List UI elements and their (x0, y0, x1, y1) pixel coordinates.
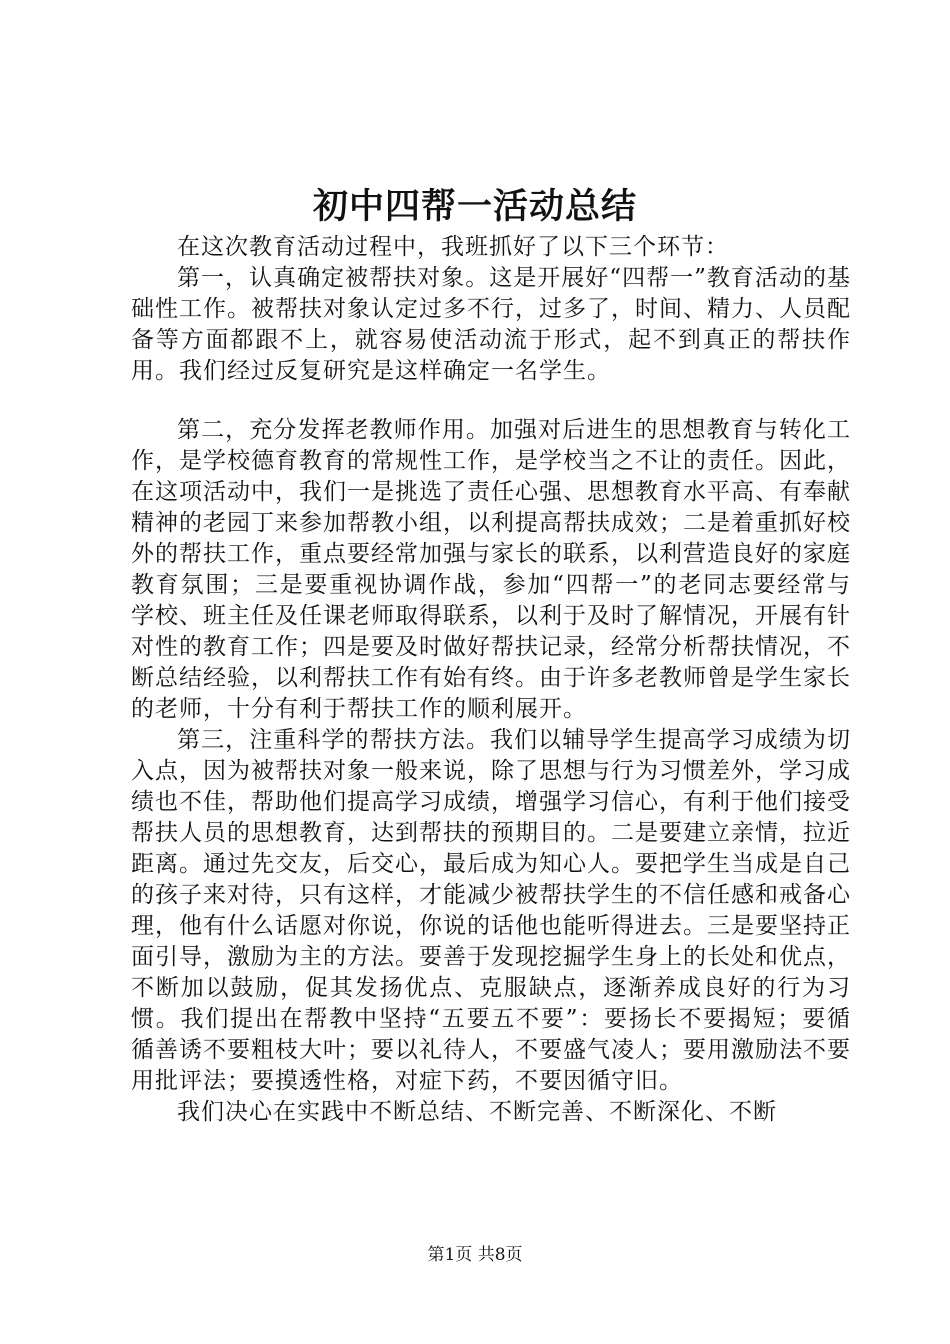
paragraph-third: 第三，注重科学的帮扶方法。我们以辅导学生提高学习成绩为切入点，因为被帮扶对象一般来说，除了思想与行为习惯差外，学习成绩也不佳，帮助他们提高学习成绩，增强学习信心，有利于他们接受帮扶人员的思想教育，达到帮扶的预期目的。二是要建立亲情，拉近距离。通过先交友，后交心，最后成为知心人。要把学生当成是自己的孩子来对待，只有这样，才能减少被帮扶学生的不信任感和戒备心理，他有什么话愿对你说，你说的话他也能听得进去。三是要坚持正面引导，激励为主的方法。要善于发现挖掘学生身上的长处和优点，不断加以鼓励，促其发扬优点、克服缺点，逐渐养成良好的行为习惯。我们提出在帮教中坚持“五要五不要”：要扬长不要揭短；要循循善诱不要粗枝大叶；要以礼待人，不要盛气凌人；要用激励法不要用批评法；要摸透性格，对症下药，不要因循守旧。 (131, 727, 851, 1094)
paragraph-first: 第一，认真确定被帮扶对象。这是开展好“四帮一”教育活动的基础性工作。被帮扶对象认定过多不行，过多了，时间、精力、人员配备等方面都跟不上，就容易使活动流于形式，起不到真正的帮扶作用。我们经过反复研究是这样确定一名学生。 (131, 265, 851, 384)
page-footer: 第1页 共8页 (427, 1245, 523, 1265)
paragraph-conclusion: 我们决心在实践中不断总结、不断完善、不断深化、不断 (177, 1099, 777, 1125)
paragraph-intro: 在这次教育活动过程中，我班抓好了以下三个环节： (177, 234, 729, 260)
paragraph-second: 第二，充分发挥老教师作用。加强对后进生的思想教育与转化工作，是学校德育教育的常规性工作，是学校当之不让的责任。因此，在这项活动中，我们一是挑选了责任心强、思想教育水平高、有奉献精神的老园丁来参加帮教小组，以利提高帮扶成效；二是着重抓好校外的帮扶工作，重点要经常加强与家长的联系，以利营造良好的家庭教育氛围；三是要重视协调作战，参加“四帮一”的老同志要经常与学校、班主任及任课老师取得联系，以利于及时了解情况，开展有针对性的教育工作；四是要及时做好帮扶记录，经常分析帮扶情况，不断总结经验，以利帮扶工作有始有终。由于许多老教师曾是学生家长的老师，十分有利于帮扶工作的顺利展开。 (131, 417, 851, 722)
document-title: 初中四帮一活动总结 (312, 186, 637, 227)
document-body (131, 232, 851, 1128)
